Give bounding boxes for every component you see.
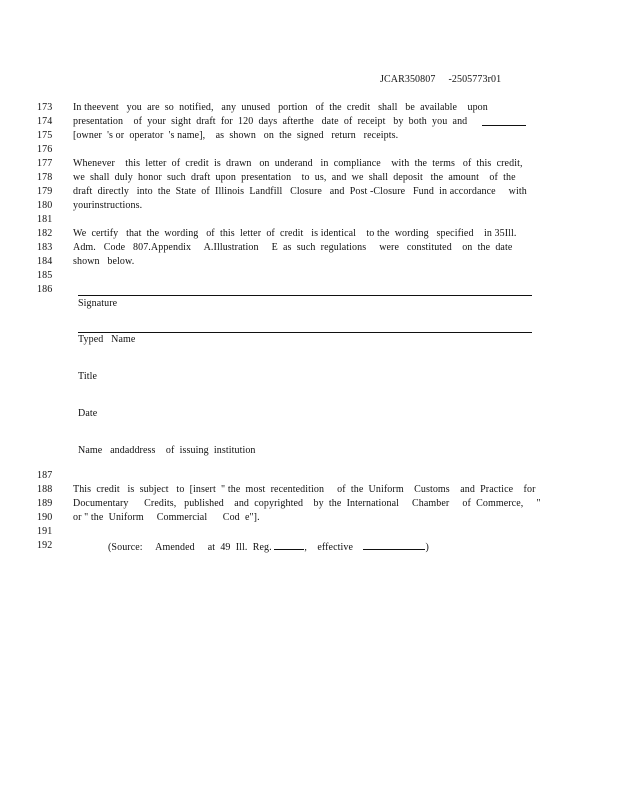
line-text: We certify that the wording of this letter of credit is identical to the wording specified in 35Ill. <box>73 228 517 239</box>
line-number: 180 <box>37 200 53 211</box>
line-text: This credit is subject to [insert " the most recentedition of the Uniform Customs and Practice for <box>73 484 536 495</box>
line-text: yourinstructions. <box>73 200 143 211</box>
effective-label: effective <box>317 542 354 553</box>
line-number: 184 <box>37 256 53 267</box>
source-comma: , <box>304 542 307 553</box>
line-number: 189 <box>37 498 53 509</box>
blank-field <box>482 116 526 126</box>
effective-date-blank <box>363 540 425 550</box>
typed-name-label: Typed Name <box>78 334 136 345</box>
line-text: Whenever this letter of credit is drawn on underand in compliance with the terms of this credit, <box>73 158 523 169</box>
doc-code: JCAR350807 <box>380 74 436 85</box>
signature-line <box>78 295 532 296</box>
source-note <box>108 540 429 553</box>
line-text: In theevent you are so notified, any unused portion of the credit shall be available upon <box>73 102 488 113</box>
doc-suffix: -2505773r01 <box>448 74 502 85</box>
line-number: 173 <box>37 102 53 113</box>
line-number: 179 <box>37 186 53 197</box>
line-number: 186 <box>37 284 53 295</box>
line-number: 187 <box>37 470 53 481</box>
issuer-label: Name andaddress of issuing institution <box>78 445 256 456</box>
line-number: 188 <box>37 484 53 495</box>
line-number: 176 <box>37 144 53 155</box>
line-number: 177 <box>37 158 53 169</box>
line-text: we shall duly honor such draft upon presentation to us, and we shall deposit the amount of the <box>73 172 516 183</box>
line-text: or " the Uniform Commercial Cod e"]. <box>73 512 260 523</box>
line-text: [owner 's or operator 's name], as shown on the signed return receipts. <box>73 130 399 141</box>
line-number: 183 <box>37 242 53 253</box>
line-text: shown below. <box>73 256 135 267</box>
line-number: 182 <box>37 228 53 239</box>
signature-label: Signature <box>78 298 118 309</box>
line-number: 181 <box>37 214 53 225</box>
line-number: 175 <box>37 130 53 141</box>
line-text: draft directly into the State of Illinois Landfill Closure and Post -Closure Fund in accordance with <box>73 186 527 197</box>
source-close: ) <box>425 542 429 553</box>
line-number: 185 <box>37 270 53 281</box>
typed-name-line <box>78 332 532 333</box>
document-code <box>380 74 501 85</box>
line-text: Adm. Code 807.Appendix A.Illustration E as such regulations were constituted on the date <box>73 242 513 253</box>
line-number: 191 <box>37 526 53 537</box>
source-open: (Source: Amended at 49 Ill. Reg. <box>108 542 272 553</box>
title-label: Title <box>78 371 98 382</box>
line-number: 178 <box>37 172 53 183</box>
line-number: 192 <box>37 540 53 551</box>
line-text: Documentary Credits, published and copyrighted by the International Chamber of Commerce, " <box>73 498 541 509</box>
line-number: 174 <box>37 116 53 127</box>
line-number: 190 <box>37 512 53 523</box>
line-text: presentation of your sight draft for 120 days afterthe date of receipt by both you and <box>73 116 468 127</box>
register-blank <box>274 540 304 550</box>
date-label: Date <box>78 408 98 419</box>
